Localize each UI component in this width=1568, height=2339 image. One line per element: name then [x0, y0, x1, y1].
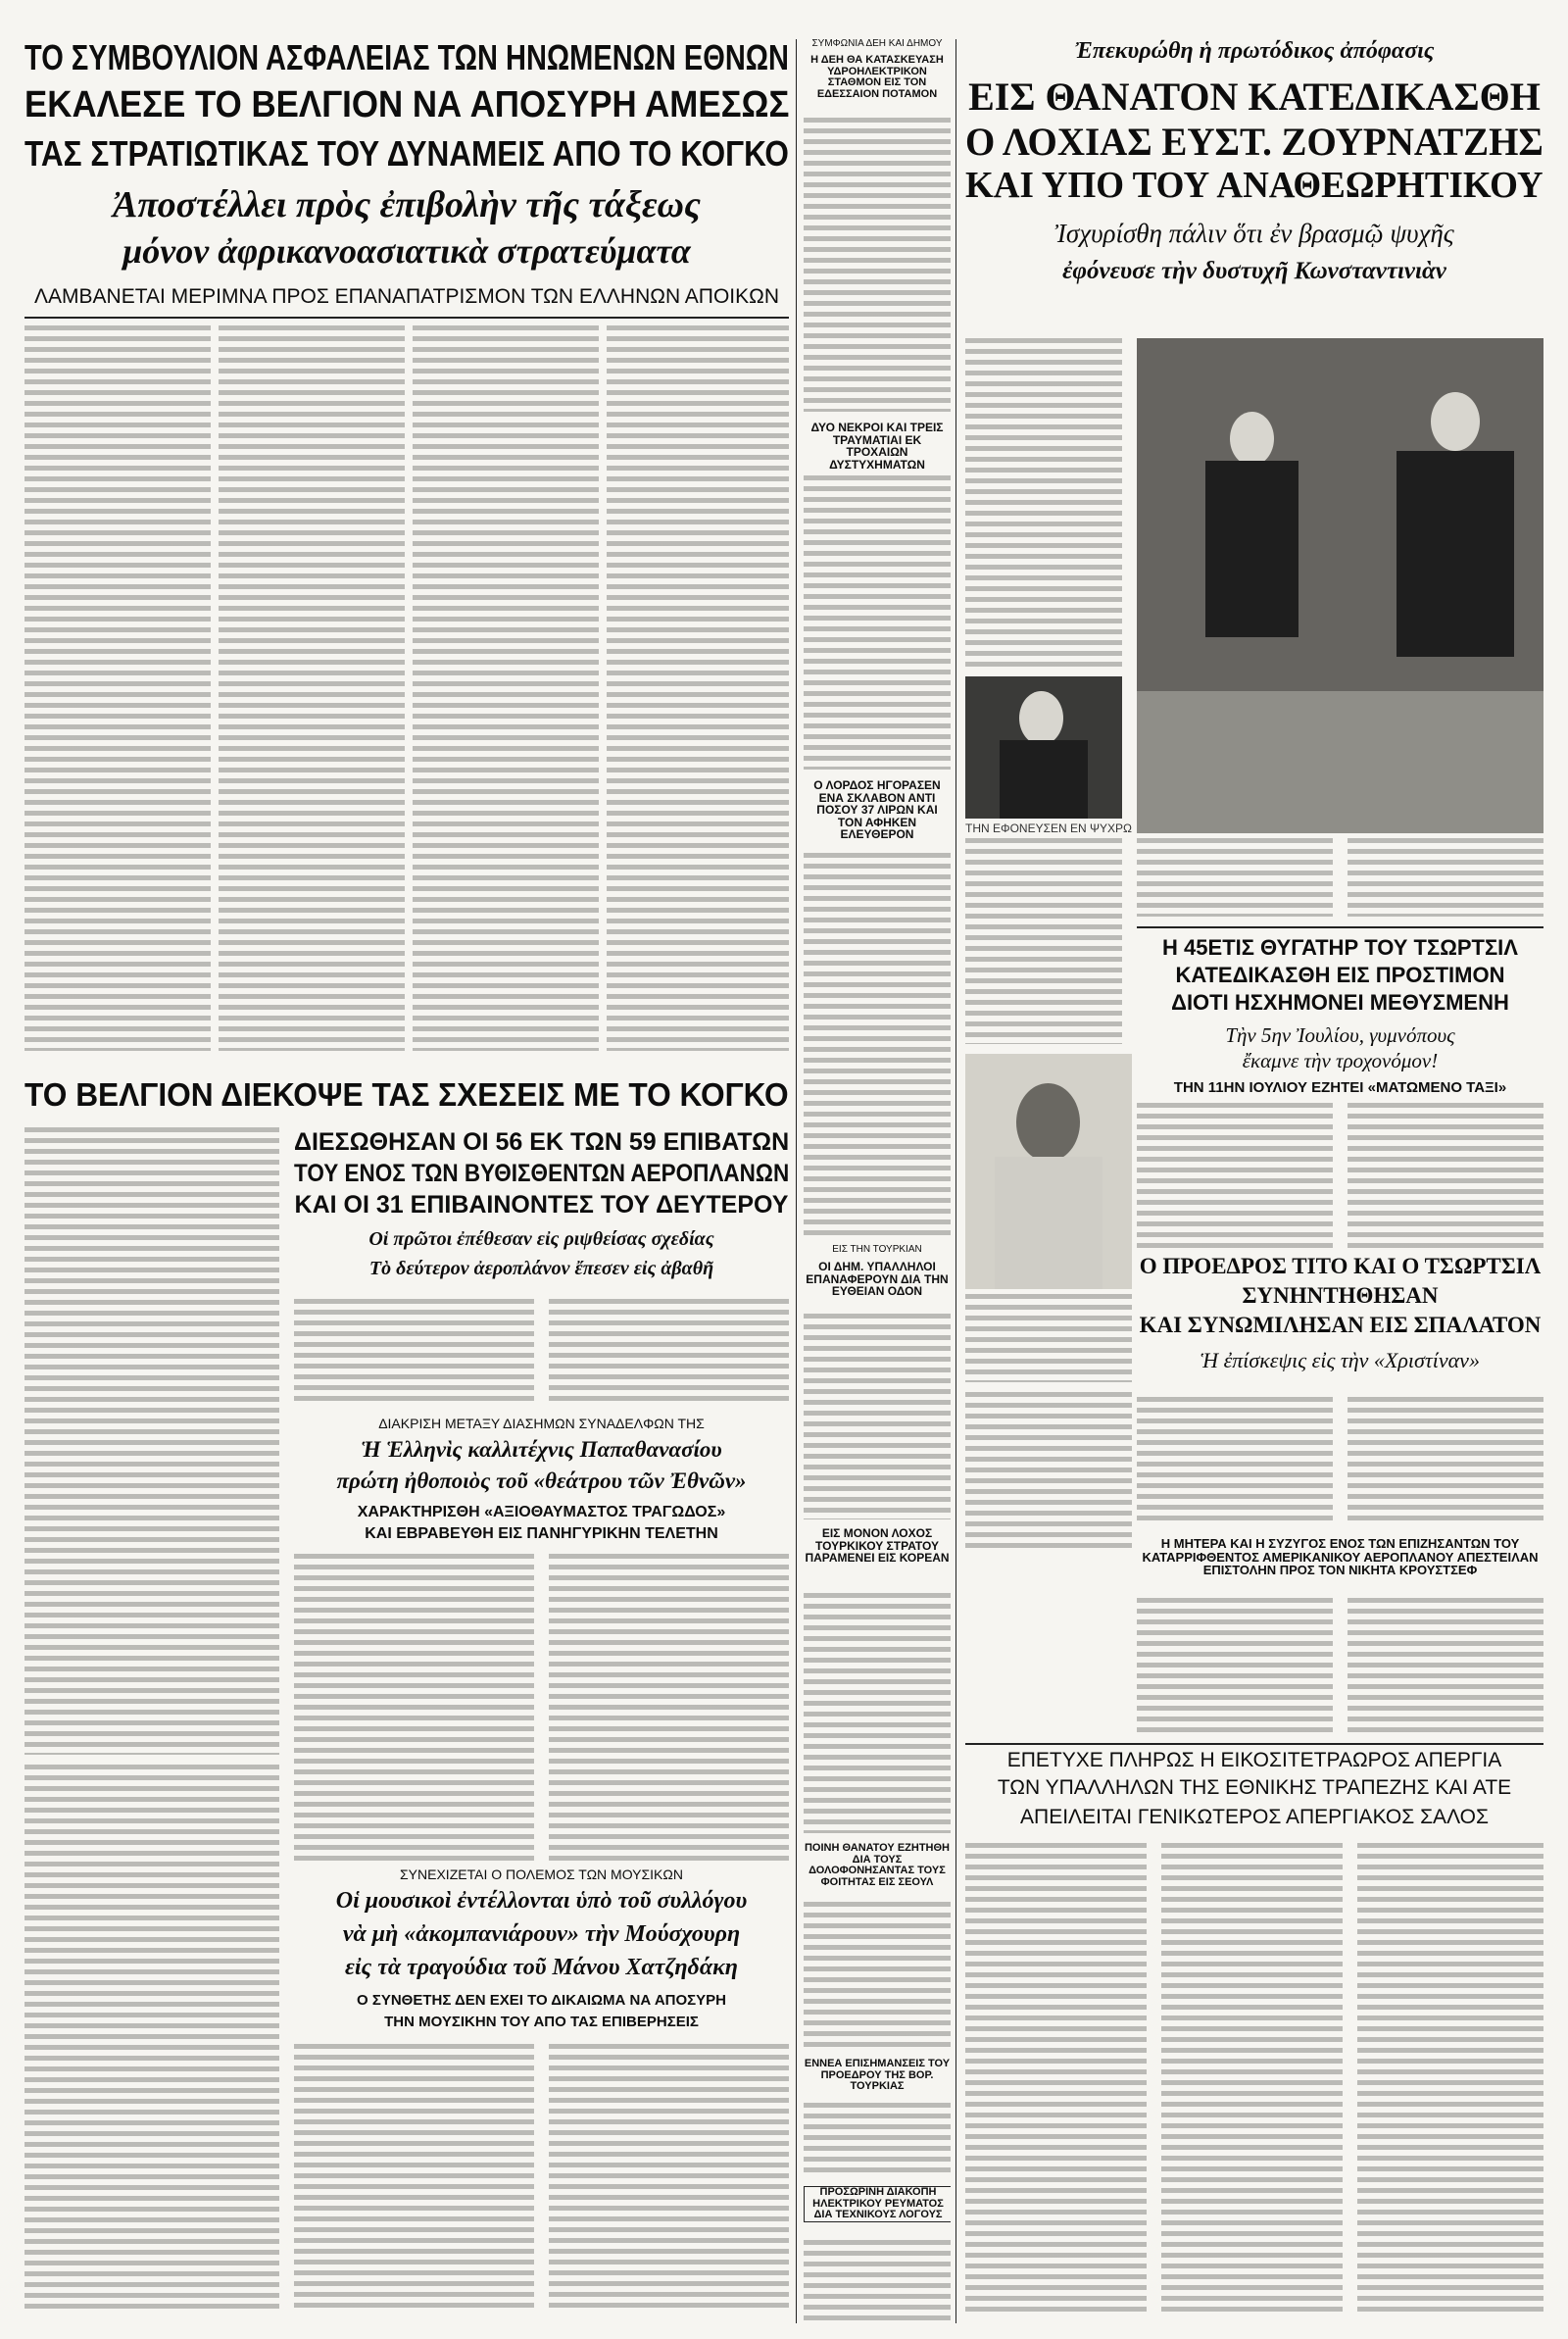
agreement-headline: Η ΔΕΗ ΘΑ ΚΑΤΑΣΚΕΥΑΣΗ ΥΔΡΟΗΛΕΚΤΡΙΚΟΝ ΣΤΑΘΜΟΝ ΕΙΣ ΤΟΝ ΕΔΕΣΣΑΙΟΝ ΠΟΤΑΜΟΝ [810, 55, 944, 100]
musicians-subhead-2: ΤΗΝ ΜΟΥΣΙΚΗΝ ΤΟΥ ΑΠΟ ΤΑΣ ΕΠΙΒΕΡΗΣΕΙΣ [384, 2015, 699, 2030]
mother-headline: Η ΜΗΤΕΡΑ ΚΑΙ Η ΣΥΖΥΓΟΣ ΕΝΟΣ ΤΩΝ ΕΠΙΖΗΣΑΝΤΩΝ ΤΟΥ ΚΑΤΑΡΡΙΦΘΕΝΤΟΣ ΑΜΕΡΙΚΑΝΙΚΟΥ ΑΕΡΟΠΛΑΝΟΥ ΑΠΕΣΤΕΙΛΑΝ ΕΠΙΣΤΟΛΗΝ ΠΡΟΣ ΤΟΝ ΝΙΚΗΤΑ ΚΡΟΥΣΤΣΕΦ [1142, 1537, 1539, 1577]
actress-kicker: ΔΙΑΚΡΙΣΗ ΜΕΤΑΞΥ ΔΙΑΣΗΜΩΝ ΣΥΝΑΔΕΛΦΩΝ ΤΗΣ [378, 1417, 705, 1431]
verdict-subhead-1: Ἰσχυρίσθη πάλιν ὅτι ἐν βρασμῷ ψυχῆς [1054, 220, 1454, 248]
actress-headline-2: πρώτη ἠθοποιὸς τοῦ «θεάτρου τῶν Ἐθνῶν» [336, 1469, 747, 1493]
tito-story [1137, 1255, 1544, 1392]
right-top-story [965, 39, 1544, 333]
belgium-headline: ΤΟ ΒΕΛΓΙΟΝ ΔΙΕΚΟΨΕ ΤΑΣ ΣΧΕΣΕΙΣ ΜΕ ΤΟ ΚΟΓΚΟ [24, 1078, 789, 1113]
tito-subhead: Ἡ ἐπίσκεψις εἰς τὴν «Χριστίναν» [1200, 1349, 1480, 1372]
lead-story [24, 39, 789, 1069]
agreement-kicker: ΣΥΜΦΩΝΙΑ ΔΕΗ ΚΑΙ ΔΗΜΟΥ [811, 39, 943, 49]
musicians-headline-3: εἰς τὰ τραγούδια τοῦ Μάνου Χατζηδάκη [345, 1956, 738, 1980]
strike-headline-3: ΑΠΕΙΛΕΙΤΑΙ ΓΕΝΙΚΩΤΕΡΟΣ ΑΠΕΡΓΙΑΚΟΣ ΣΑΛΟΣ [1020, 1807, 1489, 1828]
plane-headline-1: ΔΙΕΣΩΘΗΣΑΝ ΟΙ 56 ΕΚ ΤΩΝ 59 ΕΠΙΒΑΤΩΝ [294, 1129, 789, 1156]
daughter-headline-3: ΔΙΟΤΙ ΗΣΧΗΜΟΝΕΙ ΜΕΘΥΣΜΕΝΗ [1171, 991, 1509, 1015]
lead-subhead-2: μόνον ἀφρικανοασιατικὰ στρατεύματα [122, 233, 691, 271]
sergeant-photo [965, 676, 1122, 819]
musicians-headline-2: νὰ μὴ «ἀκομπανιάρουν» τὴν Μούσχουρη [342, 1922, 741, 1947]
verdict-subhead-2: ἐφόνευσε τὴν δυστυχῆ Κωνσταντινιὰν [1062, 259, 1446, 284]
ministers-headline: ΕΝΝΕΑ ΕΠΙΣΗΜΑΝΣΕΙΣ ΤΟΥ ΠΡΟΕΔΡΟΥ ΤΗΣ ΒΟΡ. ΤΟΥΡΚΙΑΣ [804, 2059, 951, 2093]
musicians-story [294, 1867, 789, 2064]
lead-deck: ΛΑΜΒΑΝΕΤΑΙ ΜΕΡΙΜΝΑ ΠΡΟΣ ΕΠΑΝΑΠΑΤΡΙΣΜΟΝ ΤΩΝ ΕΛΛΗΝΩΝ ΑΠΟΙΚΩΝ [33, 286, 780, 308]
col3 [804, 39, 951, 2323]
man-portrait-photo [965, 1054, 1132, 1289]
lead-headline-3: ΤΑΣ ΣΤΡΑΤΙΩΤΙΚΑΣ ΤΟΥ ΔΥΝΑΜΕΙΣ ΑΠΟ ΤΟ ΚΟΓΚΟ [24, 135, 789, 173]
tito-headline-2: ΣΥΝΗΝΤΗΘΗΣΑΝ [1242, 1284, 1439, 1308]
plane-subhead-1: Οἱ πρῶτοι ἐπέθεσαν εἰς ριψθείσας σχεδίας [368, 1229, 714, 1250]
musicians-kicker: ΣΥΝΕΧΙΖΕΤΑΙ Ο ΠΟΛΕΜΟΣ ΤΩΝ ΜΟΥΣΙΚΩΝ [400, 1867, 683, 1882]
daughter-story [1137, 936, 1544, 1073]
accidents-headline: ΔΥΟ ΝΕΚΡΟΙ ΚΑΙ ΤΡΕΙΣ ΤΡΑΥΜΑΤΙΑΙ ΕΚ ΤΡΟΧΑΙΩΝ ΔΥΣΤΥΧΗΜΑΤΩΝ [810, 422, 944, 472]
daughter-headline-2: ΚΑΤΕΔΙΚΑΣΘΗ ΕΙΣ ΠΡΟΣΤΙΜΟΝ [1175, 964, 1505, 987]
photo-caption: ΤΗΝ ΕΦΟΝΕΥΣΕΝ ΕΝ ΨΥΧΡΩ [965, 821, 1133, 835]
lead-subhead-1: Ἀποστέλλει πρὸς ἐπιβολὴν τῆς τάξεως [113, 186, 701, 225]
musicians-headline-1: Οἱ μουσικοὶ ἐντέλλονται ὑπὸ τοῦ συλλόγου [335, 1889, 748, 1914]
actress-subhead-2: ΚΑΙ ΕΒΡΑΒΕΥΘΗ ΕΙΣ ΠΑΝΗΓΥΡΙΚΗΝ ΤΕΛΕΤΗΝ [365, 1526, 718, 1542]
verdict-headline-2: Ο ΛΟΧΙΑΣ ΕΥΣΤ. ΖΟΥΡΝΑΤΖΗΣ [965, 122, 1544, 163]
daughter-deck: ΤΗΝ 11ΗΝ ΙΟΥΛΙΟΥ ΕΖΗΤΕΙ «ΜΑΤΩΜΕΝΟ ΤΑΞΙ» [1173, 1080, 1507, 1096]
daughter-headline-1: Η 45ΕΤΙΣ ΘΥΓΑΤΗΡ ΤΟΥ ΤΣΩΡΤΣΙΛ [1162, 936, 1518, 960]
strike-headline-1: ΕΠΕΤΥΧΕ ΠΛΗΡΩΣ Η ΕΙΚΟΣΙΤΕΤΡΑΩΡΟΣ ΑΠΕΡΓΙΑ [1006, 1750, 1502, 1771]
plane-headline-2: ΤΟΥ ΕΝΟΣ ΤΩΝ ΒΥΘΙΣΘΕΝΤΩΝ ΑΕΡΟΠΛΑΝΩΝ [294, 1161, 789, 1187]
daughter-subhead-2: ἔκαμνε τὴν τροχονόμον! [1242, 1050, 1439, 1072]
belgium-story [24, 1078, 789, 1118]
courtroom-photo [1137, 338, 1544, 833]
slave-headline: Ο ΛΟΡΔΟΣ ΗΓΟΡΑΣΕΝ ΕΝΑ ΣΚΛΑΒΟΝ ΑΝΤΙ ΠΟΣΟΥ 37 ΛΙΡΩΝ ΚΑΙ ΤΟΝ ΑΦΗΚΕΝ ΕΛΕΥΘΕΡΟΝ [813, 779, 941, 841]
plane-story [294, 1129, 789, 1325]
actress-headline-1: Ἡ Ἑλληνὶς καλλιτέχνις Παπαθανασίου [361, 1438, 722, 1462]
korea-headline: ΕΙΣ ΜΟΝΟΝ ΛΟΧΟΣ ΤΟΥΡΚΙΚΟΥ ΣΤΡΑΤΟΥ ΠΑΡΑΜΕΝΕΙ ΕΙΣ ΚΟΡΕΑΝ [805, 1527, 950, 1565]
lead-headline-1: ΤΟ ΣΥΜΒΟΥΛΙΟΝ ΑΣΦΑΛΕΙΑΣ ΤΩΝ ΗΝΩΜΕΝΩΝ ΕΘΝΩΝ [24, 39, 789, 76]
turkey-kicker: ΕΙΣ ΤΗΝ ΤΟΥΡΚΙΑΝ [832, 1245, 922, 1255]
tito-headline-3: ΚΑΙ ΣΥΝΩΜΙΛΗΣΑΝ ΕΙΣ ΣΠΑΛΑΤΟΝ [1139, 1314, 1542, 1337]
lead-headline-2: ΕΚΑΛΕΣΕ ΤΟ ΒΕΛΓΙΟΝ ΝΑ ΑΠΟΣΥΡΗ ΑΜΕΣΩΣ [24, 86, 789, 125]
musicians-subhead-1: Ο ΣΥΝΘΕΤΗΣ ΔΕΝ ΕΧΕΙ ΤΟ ΔΙΚΑΙΩΜΑ ΝΑ ΑΠΟΣΥΡΗ [356, 1993, 726, 2009]
verdict-kicker: Ἐπεκυρώθη ἡ πρωτόδικος ἀπόφασις [1074, 39, 1435, 64]
tito-headline-1: Ο ΠΡΟΕΔΡΟΣ ΤΙΤΟ ΚΑΙ Ο ΤΣΩΡΤΣΙΛ [1139, 1255, 1542, 1278]
strike-story [965, 1750, 1544, 1838]
strike-headline-2: ΤΩΝ ΥΠΑΛΛΗΛΩΝ ΤΗΣ ΕΘΝΙΚΗΣ ΤΡΑΠΕΖΗΣ ΚΑΙ ΑΤΕ [997, 1777, 1512, 1799]
plane-subhead-2: Τὸ δεύτερον ἀεροπλάνον ἔπεσεν εἰς ἀβαθῆ [368, 1259, 714, 1279]
turkey-headline: ΟΙ ΔΗΜ. ΥΠΑΛΛΗΛΟΙ ΕΠΑΝΑΦΕΡΟΥΝ ΔΙΑ ΤΗΝ ΕΥΘΕΙΑΝ ΟΔΟΝ [806, 1261, 949, 1298]
verdict-headline-1: ΕΙΣ ΘΑΝΑΤΟΝ ΚΑΤΕΔΙΚΑΣΘΗ [968, 76, 1541, 118]
power-headline: ΠΡΟΣΩΡΙΝΗ ΔΙΑΚΟΠΗ ΗΛΕΚΤΡΙΚΟΥ ΡΕΥΜΑΤΟΣ ΔΙΑ ΤΕΧΝΙΚΟΥΣ ΛΟΓΟΥΣ [804, 2186, 951, 2222]
actress-subhead-1: ΧΑΡΑΚΤΗΡΙΣΘΗ «ΑΞΙΟΘΑΥΜΑΣΤΟΣ ΤΡΑΓΩΔΟΣ» [357, 1505, 726, 1520]
death-penalty-headline: ΠΟΙΝΗ ΘΑΝΑΤΟΥ ΕΖΗΤΗΘΗ ΔΙΑ ΤΟΥΣ ΔΟΛΟΦΟΝΗΣΑΝΤΑΣ ΤΟΥΣ ΦΟΙΤΗΤΑΣ ΕΙΣ ΣΕΟΥΛ [804, 1843, 950, 1888]
daughter-subhead-1: Τὴν 5ην Ἰουλίου, γυμνόπους [1225, 1024, 1455, 1047]
verdict-headline-3: ΚΑΙ ΥΠΟ ΤΟΥ ΑΝΑΘΕΩΡΗΤΙΚΟΥ [965, 167, 1544, 206]
plane-headline-3: ΚΑΙ ΟΙ 31 ΕΠΙΒΑΙΝΟΝΤΕΣ ΤΟΥ ΔΕΥΤΕΡΟΥ [294, 1192, 789, 1219]
